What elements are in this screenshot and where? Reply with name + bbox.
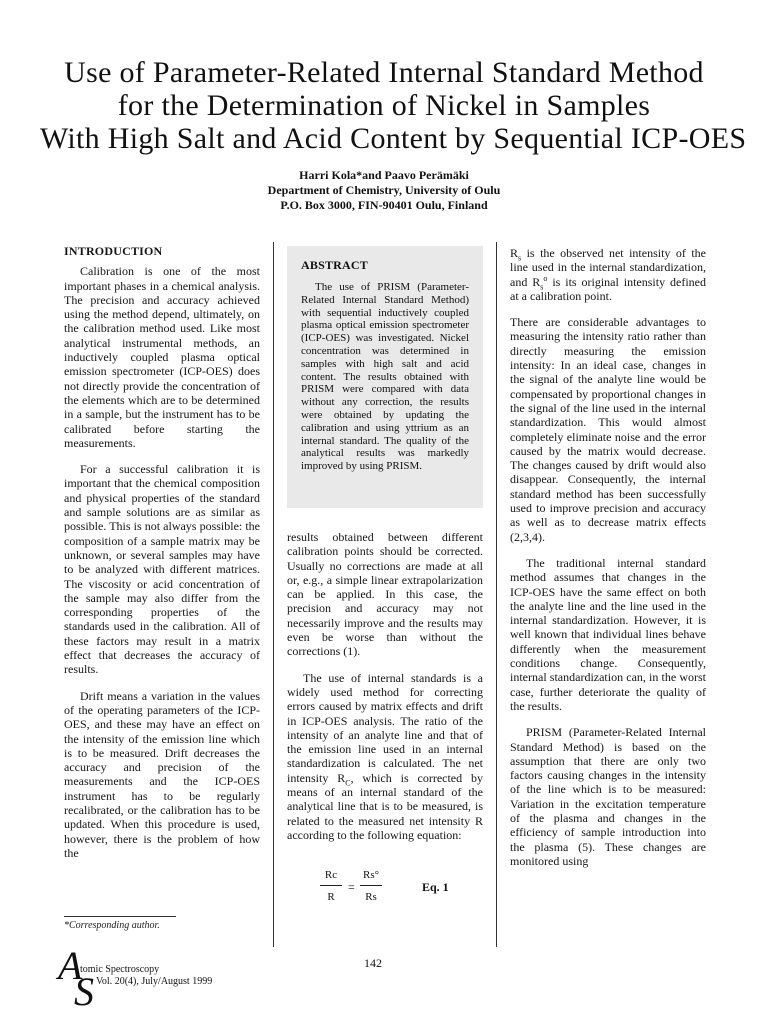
intro-paragraph-1: Calibration is one of the most important phases in a chemical analysis. The precision and accuracy achieved using the method depend, ultimately, on the calibration method used. Like most analytical instrumental methods, an inductively coupled plasma optical emission spectrometer (ICP-OES) does not directly provide the concentration of the elements which are to be determined in a sample, but the instrument has to be calibrated before starting the measurements. xyxy=(64,264,260,450)
equation-label: Eq. 1 xyxy=(422,880,449,894)
equation-num-right: Rs° xyxy=(362,869,380,881)
equation-equals: = xyxy=(348,880,355,894)
author-names: Harri Kola*and Paavo Perämäki xyxy=(299,168,469,182)
journal-logo-letter-a: A xyxy=(58,943,83,988)
col3-paragraph-4: PRISM (Parameter-Related Internal Standard Method) is based on the assumption that there are only two factors causing changes in the intensity of the line which is to be measured: Variation in the excitation temperature of the plasma and changes in the efficiency of sample introduction into the plasma (5). These changes are monitored using xyxy=(510,725,706,868)
footnote: *Corresponding author. xyxy=(64,920,160,931)
abstract-box xyxy=(287,246,483,508)
col3-paragraph-1: $R_s$ is the observed net intensity of the line used in the internal standardization, and $R_s^o$ is its original intensity defined at a calibration point. xyxy=(510,246,706,303)
abstract-text: The use of PRISM (Parameter-Related Internal Standard Method) with sequential inductively coupled plasma optical emission spectrometer (ICP-OES) was investigated. Nickel concentration was determined in samples with high salt and acid content. The results obtained with PRISM were compared with data without any correction, the results were obtained by updating the calibration and using yttrium as an internal standard. The quality of the analytical results was markedly improved by using PRISM. xyxy=(301,281,469,473)
journal-logo-letter-s: S xyxy=(74,969,94,1014)
col3-paragraph-3: The traditional internal standard method assumes that changes in the ICP-OES have the same effect on both the analyte line and the line used in the internal standardization. However, it is well known that individual lines behave differently when the measurement conditions change. Consequently, internal standardization can, in the worst case, further deteriorate the quality of the results. xyxy=(510,555,706,713)
equation-num-left: Rc xyxy=(324,869,338,881)
equation-left-fraction xyxy=(320,868,342,904)
right-column xyxy=(510,246,706,880)
intro-paragraph-2: For a successful calibration it is important that the chemical composition and physical properties of the standard and sample solutions are as similar as possible. This is not always possible: the composition of a sample matrix may be unknown, or several samples may have to be analyzed with different matrices. The viscosity or acid concentration of the sample may also differ from the corresponding properties of the standards used in the calibration. All of these factors may result in a matrix effect that decreases the accuracy of results. xyxy=(64,462,260,677)
col2-paragraph-2: The use of internal standards is a widely used method for correcting errors caused by matrix effects and drift in ICP-OES analysis. The ratio of the intensity of an analyte line and that of the emission line used in an internal standardization is calculated. The net intensity $R_C$, which is corrected by means of an internal standard of the analytical line that is to be measured, is related to the measured net intensity R according to the following equation: xyxy=(287,670,483,842)
equation-1 xyxy=(320,868,470,920)
page-number: 142 xyxy=(364,956,382,970)
title-line-2: for the Determination of Nickel in Samples xyxy=(117,89,651,122)
title-line-3: With High Salt and Acid Content by Sequential ICP-OES xyxy=(40,122,747,155)
introduction-column xyxy=(64,244,260,872)
intro-paragraph-3: Drift means a variation in the values of the operating parameters of the ICP-OES, and these may have an effect on the intensity of the emission line which is to be measured. Drift decreases the accuracy and precision of the measurements and the ICP-OES instrument has to be regularly recalibrated, or the calibration has to be updated. When this procedure is used, however, there is the problem of how the xyxy=(64,688,260,860)
equation-right-fraction xyxy=(360,868,382,904)
journal-logo xyxy=(58,943,218,1016)
column-divider-right xyxy=(496,242,497,947)
author-address: P.O. Box 3000, FIN-90401 Oulu, Finland xyxy=(280,198,488,212)
column-divider-left xyxy=(273,242,274,947)
equation-den-left: R xyxy=(327,891,335,903)
title-line-1: Use of Parameter-Related Internal Standard Method xyxy=(64,56,704,89)
abstract-heading: ABSTRACT xyxy=(301,258,368,272)
footnote-rule xyxy=(64,916,176,917)
equation-den-right: Rs xyxy=(365,891,377,903)
author-block xyxy=(140,168,628,213)
journal-name: tomic Spectroscopy xyxy=(80,964,160,975)
author-department: Department of Chemistry, University of Oulu xyxy=(267,183,501,197)
journal-volume: Vol. 20(4), July/August 1999 xyxy=(96,976,213,987)
paper-title xyxy=(40,56,747,155)
col3-paragraph-2: There are considerable advantages to measuring the intensity ratio rather than directly measuring the emission intensity: In an ideal case, changes in the signal of the analyte line would be compensated by proportional changes in the signal of the line used in the internal standardization. This would almost completely eliminate noise and the error caused by the matrix would decrease. The changes caused by drift would also disappear. Consequently, the internal standard method has been successfully used to improve precision and accuracy as well as to decrease matrix effects (2,3,4). xyxy=(510,315,706,544)
middle-column xyxy=(287,530,483,854)
introduction-heading: INTRODUCTION xyxy=(64,244,163,258)
col2-paragraph-1: results obtained between different calibration points should be corrected. Usually no corrections are made at all or, e.g., a simple linear extrapolarization can be applied. In this case, the precision and accuracy may not necessarily improve and the results may even be worse than without the corrections (1). xyxy=(287,530,483,659)
